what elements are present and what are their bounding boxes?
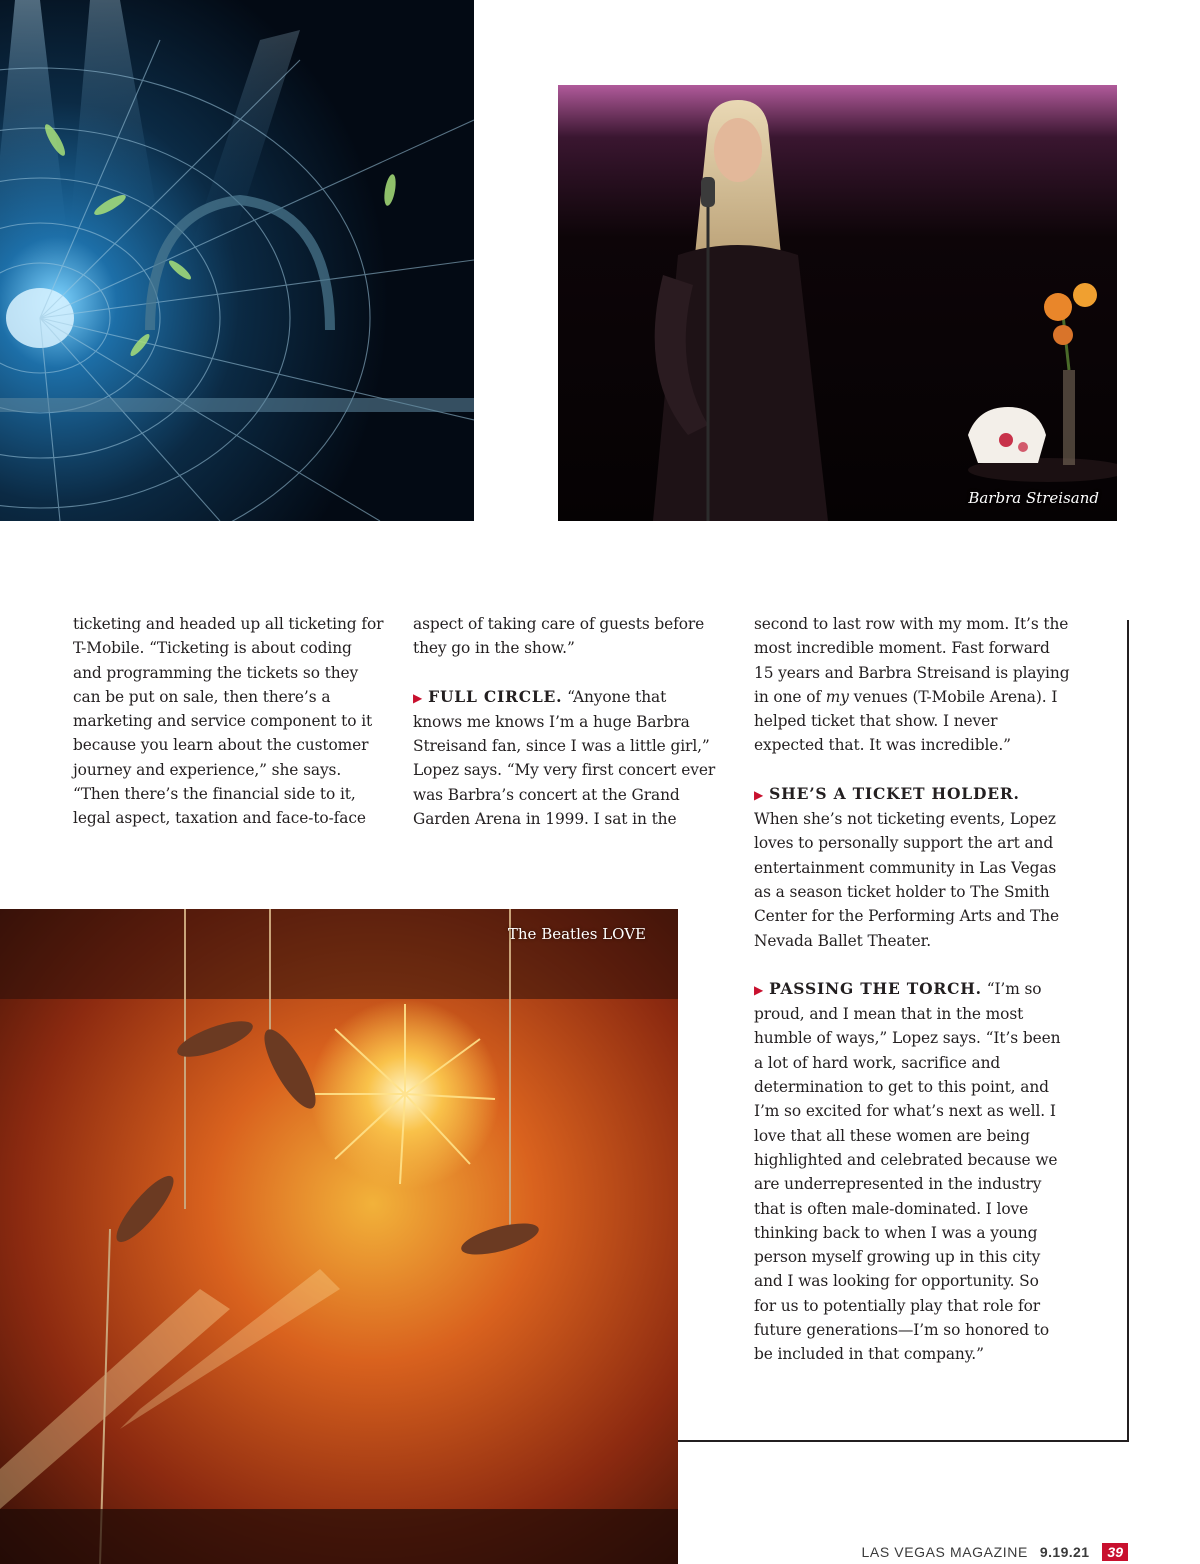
text-line: and programming the tickets so they bbox=[73, 663, 359, 682]
text-line: determination to get to this point, and bbox=[754, 1078, 1049, 1097]
text-line: ticketing and headed up all ticketing for bbox=[73, 615, 384, 633]
text-line: When she’s not ticketing events, Lopez bbox=[754, 810, 1056, 829]
text-line: journey and experience,” she says. bbox=[73, 760, 342, 779]
text-line: in one of my venues (T-Mobile Arena). I bbox=[754, 687, 1058, 706]
article-column-1 bbox=[73, 612, 384, 855]
article-paragraph bbox=[754, 612, 1070, 758]
photo-barbra-streisand bbox=[558, 85, 1117, 521]
text-line: helped ticket that show. I never bbox=[754, 712, 998, 731]
page-number: 39 bbox=[1102, 1543, 1128, 1561]
section-lead-in: PASSING THE TORCH. bbox=[769, 978, 982, 998]
text-line: T-Mobile. “Ticketing is about coding bbox=[73, 639, 352, 658]
page-footer bbox=[862, 1542, 1129, 1562]
text-line bbox=[754, 977, 1054, 1002]
article-paragraph bbox=[754, 977, 1061, 1367]
text-line: expected that. It was incredible.” bbox=[754, 736, 1011, 755]
text-line bbox=[413, 685, 713, 710]
article-column-2 bbox=[413, 612, 716, 855]
text-line: a lot of hard work, sacrifice and bbox=[754, 1053, 1001, 1072]
text-line: entertainment community in Las Vegas bbox=[754, 858, 1057, 877]
article-paragraph bbox=[413, 685, 716, 832]
emphasis: my bbox=[825, 687, 849, 706]
singer-illustration bbox=[558, 85, 1117, 521]
text-line: humble of ways,” Lopez says. “It’s been bbox=[754, 1029, 1061, 1048]
frame-rule-vertical bbox=[1127, 620, 1129, 1442]
text-line: future generations—I’m so honored to bbox=[754, 1321, 1050, 1340]
text-fragment: “Anyone that bbox=[567, 687, 667, 706]
article-paragraph bbox=[754, 782, 1060, 953]
text-line: knows me knows I’m a huge Barbra bbox=[413, 712, 690, 731]
article-paragraph bbox=[73, 612, 384, 831]
text-line: most incredible moment. Fast forward bbox=[754, 639, 1050, 658]
article-column-3 bbox=[754, 612, 1070, 1391]
text-line: Center for the Performing Arts and The bbox=[754, 907, 1060, 926]
photo-beatles-love bbox=[0, 909, 678, 1564]
article-paragraph bbox=[413, 612, 713, 661]
frame-rule-horizontal bbox=[678, 1440, 1129, 1442]
text-line: 15 years and Barbra Streisand is playing bbox=[754, 663, 1070, 682]
text-line: loves to personally support the art and bbox=[754, 834, 1054, 853]
text-line: as a season ticket holder to The Smith bbox=[754, 882, 1050, 901]
text-line: proud, and I mean that in the most bbox=[754, 1005, 1024, 1024]
photo-caption-streisand: Barbra Streisand bbox=[968, 489, 1099, 507]
text-line: second to last row with my mom. It’s the bbox=[754, 615, 1069, 633]
text-line: because you learn about the customer bbox=[73, 736, 369, 755]
spider-web-illustration bbox=[0, 0, 474, 521]
text-line: are underrepresented in the industry bbox=[754, 1175, 1042, 1194]
section-lead-in: FULL CIRCLE. bbox=[428, 686, 563, 706]
text-line bbox=[754, 782, 1054, 807]
text-line: I’m so excited for what’s next as well. I bbox=[754, 1102, 1056, 1121]
text-line: Lopez says. “My very first concert ever bbox=[413, 761, 716, 780]
text-line: be included in that company.” bbox=[754, 1345, 984, 1364]
text-fragment: “I’m so bbox=[986, 979, 1042, 998]
text-line: and I was looking for opportunity. So bbox=[754, 1272, 1039, 1291]
red-triangle-bullet-icon: ▶ bbox=[413, 690, 423, 705]
text-line: “Then there’s the financial side to it, bbox=[73, 785, 356, 804]
text-line: aspect of taking care of guests before bbox=[413, 615, 705, 633]
text-line: was Barbra’s concert at the Grand bbox=[413, 785, 680, 804]
text-line: Nevada Ballet Theater. bbox=[754, 931, 931, 950]
text-line: person myself growing up in this city bbox=[754, 1248, 1041, 1267]
red-triangle-bullet-icon: ▶ bbox=[754, 982, 764, 997]
text-line: that is often male-dominated. I love bbox=[754, 1199, 1029, 1218]
magazine-name: LAS VEGAS MAGAZINE bbox=[861, 1544, 1028, 1560]
text-line: highlighted and celebrated because we bbox=[754, 1150, 1058, 1169]
aerial-act-illustration bbox=[0, 909, 678, 1564]
text-line: Garden Arena in 1999. I sat in the bbox=[413, 810, 677, 829]
text-line: legal aspect, taxation and face-to-face bbox=[73, 809, 366, 828]
text-line: for us to potentially play that role for bbox=[754, 1296, 1041, 1315]
text-line: thinking back to when I was a young bbox=[754, 1223, 1038, 1242]
text-line: Streisand fan, since I was a little girl,” bbox=[413, 737, 710, 756]
section-lead-in: SHE’S A TICKET HOLDER. bbox=[769, 783, 1020, 803]
stage-photo-spider-web bbox=[0, 0, 474, 521]
red-triangle-bullet-icon: ▶ bbox=[754, 787, 764, 802]
text-line: marketing and service component to it bbox=[73, 712, 373, 731]
issue-date: 9.19.21 bbox=[1039, 1544, 1090, 1560]
photo-caption-beatles: The Beatles LOVE bbox=[507, 925, 646, 943]
text-line: can be put on sale, then there’s a bbox=[73, 687, 331, 706]
text-line: they go in the show.” bbox=[413, 639, 575, 658]
text-line: love that all these women are being bbox=[754, 1126, 1030, 1145]
